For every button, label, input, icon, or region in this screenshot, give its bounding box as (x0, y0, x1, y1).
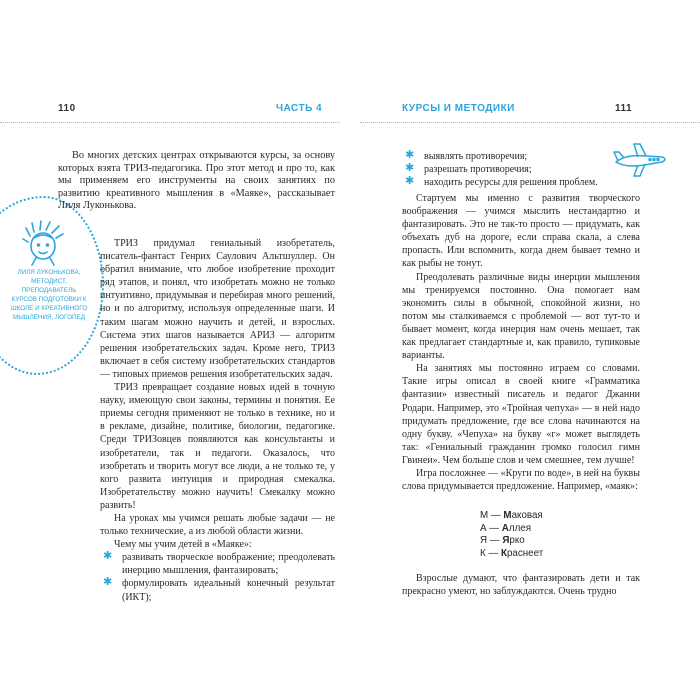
airplane-icon (612, 140, 670, 180)
right-top-list (402, 150, 612, 189)
left-header-divider (0, 122, 340, 123)
right-page-number: 111 (615, 103, 633, 114)
right-bullet-list (402, 150, 612, 189)
left-paragraph: ТРИЗ придумал гениальный изобретатель, писатель-фантаст Генрих Саулович Альтшуллер. Он обратил внимание, что любое изобретение проходит ряд этапов, и понял, что изобретать можно не только интуитивно, придумывая и перебирая много решений, но и по алгоритму, используя определенные шаги. И таким шагам можно научить и детей, и взрослых. Система этих шагов называется АРИЗ — алгоритм решения изобретательских задач. Кроме него, ТРИЗ включает в себя систему изобретательских стандартов — типовых приемов решения изобретательских задач. (100, 238, 335, 380)
left-page-number: 110 (58, 103, 76, 114)
right-paragraph: Стартуем мы именно с развития творческого воображения — учимся мыслить нестандартно и фантазировать. Это не так-то просто — придумать, как объехать дуб на дороге, если справа скала, а слева пропасть. Или вспомнить, когда днем бывает темно и как рыбы не тонут. (402, 193, 640, 270)
list-item: ✱ выявлять противоречия; (405, 149, 528, 162)
right-paragraph: Преодолевать различные виды инерции мышления мы тренируемся постоянно. Она помогает нам экономить силы в обычной, спокойной жизни, но потом мы сталкиваемся с проблемой — вот тут-то и бывает момент, когда инерция нам очень мешает, так как предлагает стандартные и, как правило, тупиковые варианты. (402, 271, 640, 362)
left-chapter-title: ЧАСТЬ 4 (276, 103, 323, 114)
list-item: ✱ формулировать идеальный конечный результат (ИКТ); (103, 576, 335, 603)
right-chapter-title: КУРСЫ И МЕТОДИКИ (402, 103, 515, 114)
left-body (100, 237, 335, 604)
right-header-divider (360, 122, 700, 123)
acrostic-line: А — Аллея (480, 522, 532, 534)
right-paragraph: Игра посложнее — «Круги по воде», в ней на буквы слова придумывается предложение. Например, «маяк»: (402, 467, 640, 493)
mayak-acrostic (480, 510, 543, 560)
right-paragraph: На занятиях мы постоянно играем со словами. Такие игры описал в своей книге «Грамматика фантазии» известный писатель и педагог Джанни Родари. Например, это «Тройная чепуха» — в ней надо придумать предложение, где все слова начинаются на одну букву. «Чепуха» на букву «г» может выглядеть так: «Гениальный гражданин громко голосил гимн Гвинеи». Чем больше слов и чем смешнее, тем лучше! (402, 363, 640, 466)
star-bullet-icon: ✱ (405, 175, 415, 188)
left-intro (58, 150, 335, 213)
left-paragraph: На уроках мы учимся решать любые задачи — не только технические, а из любой области жизни. (100, 512, 335, 538)
acrostic-line: Я — Ярко (480, 535, 525, 547)
star-bullet-icon: ✱ (103, 576, 113, 589)
left-paragraph: Чему мы учим детей в «Маяке»: (114, 539, 252, 551)
portrait-icon (22, 220, 66, 266)
left-bullet-list (100, 551, 335, 603)
right-body (402, 192, 640, 493)
star-bullet-icon: ✱ (405, 149, 415, 161)
list-item: ✱ находить ресурсы для решения проблем. (405, 175, 598, 189)
acrostic-line: М — Маковая (480, 510, 543, 521)
right-paragraph: Взрослые думают, что фантазировать дети и так прекрасно умеют, но заблуждаются. Очень трудно (402, 573, 640, 598)
star-bullet-icon: ✱ (405, 162, 415, 175)
star-bullet-icon: ✱ (103, 550, 113, 563)
author-caption: ЛИЛЯ ЛУКОНЬКОВА, МЕТОДИСТ, ПРЕПОДАВАТЕЛЬ КУРСОВ ПОДГОТОВКИ К ШКОЛЕ И КРЕАТИВНОГО МЫШЛЕНИЯ, ЛОГОПЕД (10, 269, 88, 321)
left-paragraph: ТРИЗ превращает создание новых идей в точную науку, имеющую свои законы, термины и понятия. Ее приемы сегодня применяют не только в технике, но и в рекламе, дизайне, политике, биологии, педагогике. Среди ТРИЗовцев появляются как консультанты и изобретатели, так и педагоги. Оказалось, что изобретать и творить могут все люди, а не только те, у кого развита интуиция и природная смекалка. Изобретательству можно научить! Смекалку можно развить! (100, 382, 335, 511)
right-bottom (402, 572, 640, 598)
list-item: ✱ развивать творческое воображение; преодолевать инерцию мышления, фантазировать; (103, 550, 335, 577)
list-item: ✱ разрешать противоречия; (405, 162, 532, 176)
intro-paragraph: Во многих детских центрах открываются курсы, за основу которых взята ТРИЗ-педагогика. Про этот метод и про то, как мы применяем его инструменты на своих занятиях по развитию креативного мышления в «Маяке», рассказывает Лиля Луконькова. (58, 150, 335, 212)
acrostic-line: К — Краснеет (480, 547, 544, 559)
